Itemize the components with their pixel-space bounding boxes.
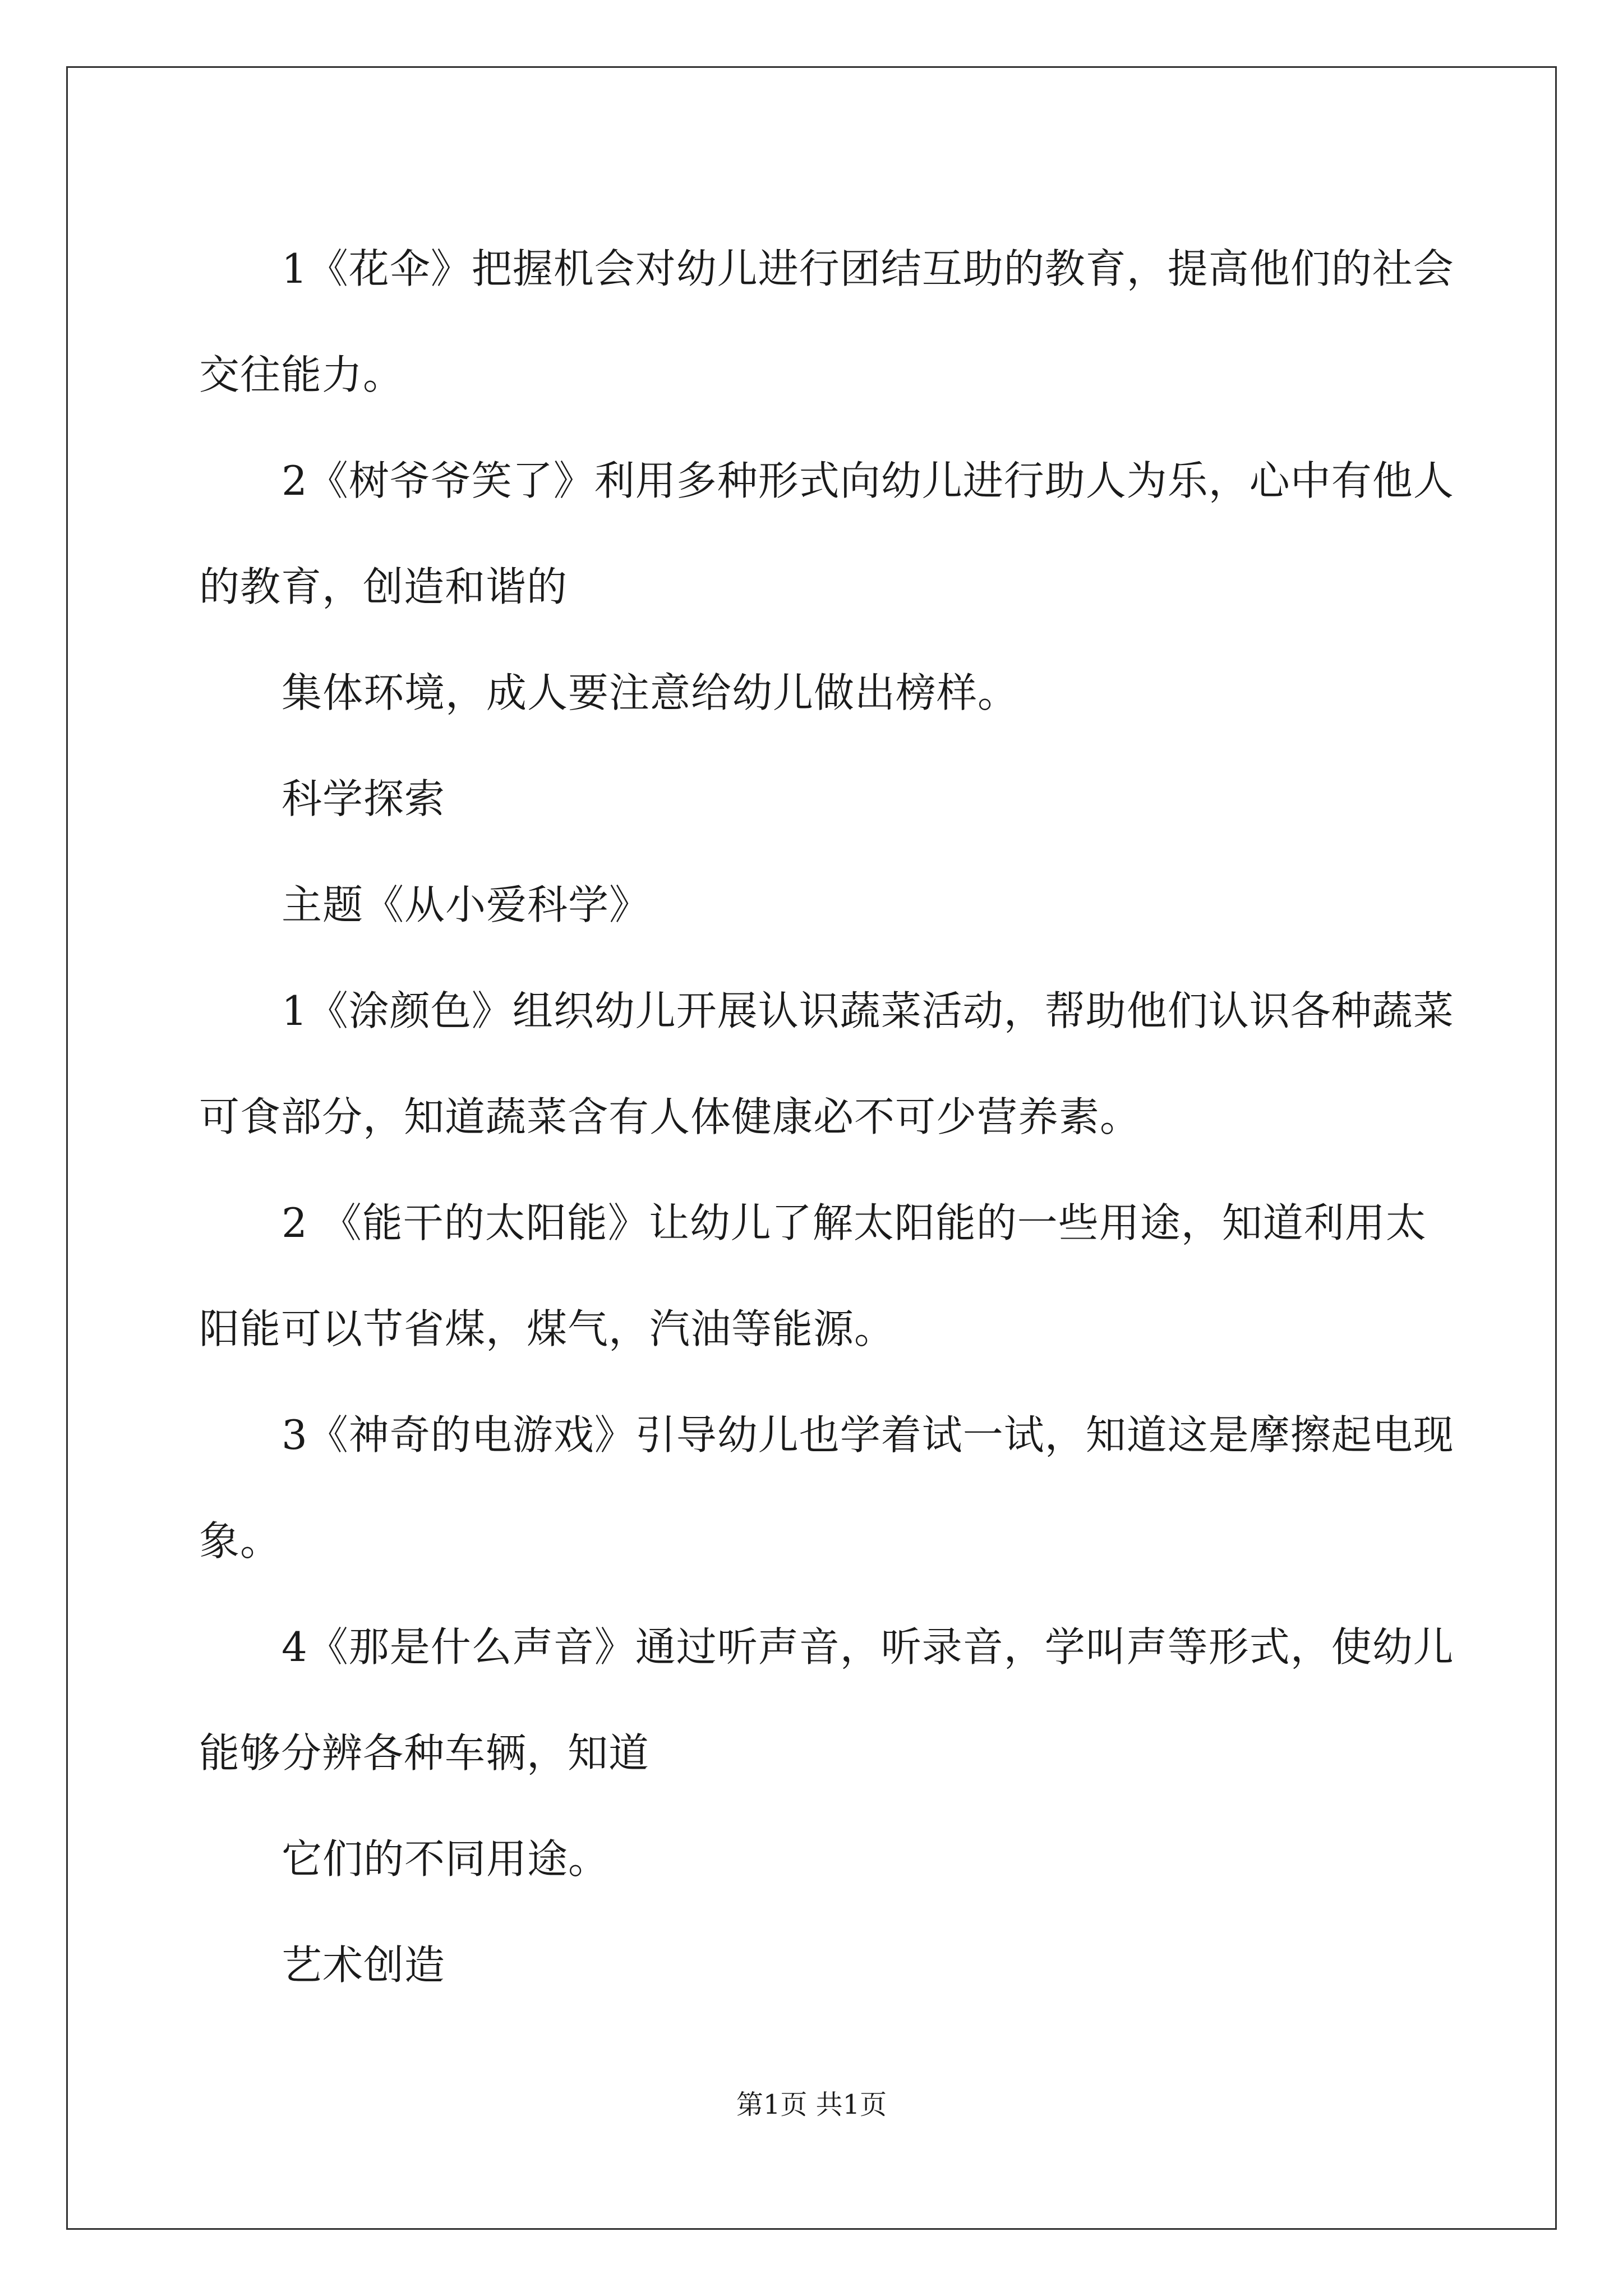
- theme-heading: [199, 852, 1433, 958]
- paragraph-dianyouxi: [199, 1382, 1454, 1594]
- paragraph-jiti-huanjing: [199, 640, 1433, 746]
- text-line: 4《那是什么声音》通过听声音，听录音，学叫声等形式，使幼儿: [282, 1623, 1454, 1671]
- text-line: 1《花伞》把握机会对幼儿进行团结互助的教育，提高他们的社会: [282, 245, 1454, 292]
- paragraph-tuyanse: [199, 958, 1454, 1170]
- text-line: 它们的不同用途。: [282, 1835, 610, 1883]
- document-body: [199, 216, 1454, 2018]
- paragraph-taiyangneng: [199, 1170, 1433, 1382]
- section-heading-science: [199, 746, 1433, 852]
- paragraph-yongtu: [199, 1806, 1433, 1912]
- text-line: 艺术创造: [282, 1941, 446, 1989]
- text-line: 象。: [199, 1517, 282, 1565]
- text-line: 集体环境，成人要注意给幼儿做出榜样。: [282, 669, 1019, 716]
- text-line: 主题《从小爱科学》: [282, 881, 651, 928]
- text-line: 2《树爷爷笑了》利用多种形式向幼儿进行助人为乐，心中有他人: [282, 457, 1454, 504]
- text-line: 2 《能干的太阳能》让幼儿了解太阳能的一些用途，知道利用太: [282, 1199, 1427, 1246]
- text-line: 能够分辨各种车辆，知道: [199, 1729, 650, 1777]
- page-number-footer: 第1页 共1页: [736, 2089, 887, 2120]
- paragraph-shengyin: [199, 1594, 1454, 1806]
- text-line: 科学探索: [282, 775, 446, 822]
- text-line: 3《神奇的电游戏》引导幼儿也学着试一试，知道这是摩擦起电现: [282, 1411, 1454, 1458]
- paragraph-huasan: [199, 216, 1454, 428]
- text-line: 的教育，创造和谐的: [199, 563, 568, 610]
- text-line: 交往能力。: [199, 351, 404, 398]
- section-heading-art: [199, 1912, 1433, 2018]
- paragraph-shuyeye: [199, 428, 1454, 640]
- text-line: 1《涂颜色》组织幼儿开展认识蔬菜活动，帮助他们认识各种蔬菜: [282, 987, 1454, 1034]
- text-line: 可食部分，知道蔬菜含有人体健康必不可少营养素。: [199, 1093, 1141, 1140]
- text-line: 阳能可以节省煤，煤气，汽油等能源。: [199, 1305, 896, 1352]
